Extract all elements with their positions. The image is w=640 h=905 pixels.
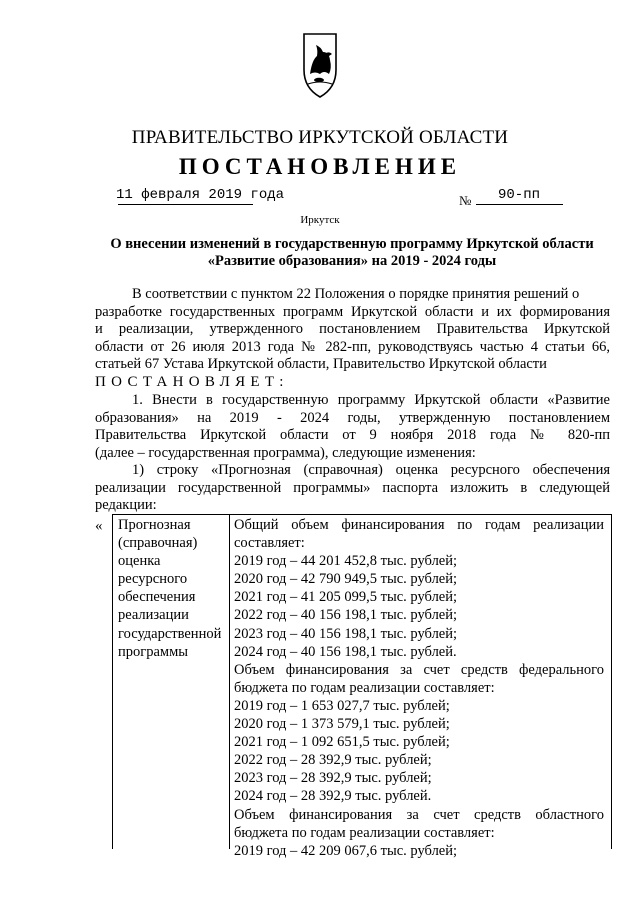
table-row-label-cell	[118, 516, 228, 661]
value-line: бюджета по годам реализации составляет:	[234, 679, 495, 696]
subitem-1-paragraph	[95, 462, 610, 515]
resolves-word: ПОСТАНОВЛЯЕТ:	[95, 374, 289, 390]
text-line: Правительства Иркутской области от 9 ноября 2018 года № 820-пп	[95, 427, 610, 443]
text-line: и реализации, утвержденного постановлением Правительства Иркутской	[95, 321, 610, 337]
value-line: 2020 год – 42 790 949,5 тыс. рублей;	[234, 571, 458, 588]
table-row-value-cell	[234, 516, 604, 860]
value-line: 2024 год – 28 392,9 тыс. рублей.	[234, 788, 432, 805]
value-line: бюджета по годам реализации составляет:	[234, 824, 495, 841]
opening-quote-mark: «	[95, 518, 103, 534]
document-heading	[96, 236, 608, 270]
text-line: 1. Внести в государственную программу Иркутской области «Развитие	[132, 392, 610, 408]
city-name: Иркутск	[300, 214, 340, 226]
item-1-paragraph	[95, 392, 610, 462]
document-number: 90-пп	[498, 187, 541, 203]
label-line: (справочная)	[118, 535, 198, 552]
label-line: государственной	[118, 625, 222, 642]
number-underline	[476, 204, 563, 205]
value-line: Объем финансирования за счет средств областного	[234, 806, 604, 823]
date-underline	[118, 204, 253, 205]
label-line: оценка	[118, 553, 161, 570]
label-line: Прогнозная	[118, 517, 191, 533]
value-line: 2022 год – 40 156 198,1 тыс. рублей;	[234, 607, 458, 624]
text-line: статьей 67 Устава Иркутской области, Правительство Иркутской области	[95, 356, 547, 372]
value-line: 2022 год – 28 392,9 тыс. рублей;	[234, 752, 432, 769]
value-line: 2020 год – 1 373 579,1 тыс. рублей;	[234, 716, 450, 733]
text-line: 1) строку «Прогнозная (справочная) оценка ресурсного обеспечения	[132, 462, 610, 478]
document-date: 11 февраля 2019 года	[116, 187, 285, 203]
value-line: составляет:	[234, 535, 305, 552]
preamble-paragraph	[95, 286, 610, 374]
value-line: 2023 год – 28 392,9 тыс. рублей;	[234, 770, 432, 787]
text-line: разработке государственных программ Иркутской области и их формирования	[95, 303, 610, 320]
value-line: Объем финансирования за счет средств федерального	[234, 661, 604, 678]
heading-line: «Развитие образования» на 2019 - 2024 годы	[207, 253, 497, 269]
irkutsk-coat-of-arms-icon	[302, 30, 338, 100]
value-line: Общий объем финансирования по годам реализации	[234, 517, 604, 533]
label-line: реализации	[118, 607, 189, 624]
value-line: 2023 год – 40 156 198,1 тыс. рублей;	[234, 625, 458, 642]
passport-table	[112, 514, 612, 859]
label-line: программы	[118, 643, 188, 660]
text-line: реализации государственной программы» паспорта изложить в следующей	[95, 479, 610, 496]
value-line: 2024 год – 40 156 198,1 тыс. рублей.	[234, 643, 457, 660]
text-line: (далее – государственная программа), следующие изменения:	[95, 444, 476, 461]
value-line: 2019 год – 42 209 067,6 тыс. рублей;	[234, 842, 458, 859]
value-line: 2021 год – 1 092 651,5 тыс. рублей;	[234, 734, 450, 751]
text-line: редакции:	[95, 497, 157, 513]
label-line: ресурсного	[118, 571, 188, 588]
number-sign: №	[459, 193, 472, 208]
text-line: образования» на 2019 - 2024 годы, утвержденную постановлением	[95, 409, 610, 426]
value-line: 2021 год – 41 205 099,5 тыс. рублей;	[234, 589, 458, 606]
heading-line: О внесении изменений в государственную программу Иркутской области	[110, 236, 594, 252]
label-line: обеспечения	[118, 589, 196, 606]
government-name: ПРАВИТЕЛЬСТВО ИРКУТСКОЙ ОБЛАСТИ	[131, 127, 509, 148]
text-line: области от 26 июля 2013 года № 282-пп, руководствуясь частью 4 статьи 66,	[95, 338, 610, 355]
value-line: 2019 год – 44 201 452,8 тыс. рублей;	[234, 553, 458, 570]
value-line: 2019 год – 1 653 027,7 тыс. рублей;	[234, 697, 450, 714]
document-type: ПОСТАНОВЛЕНИЕ	[178, 154, 462, 179]
text-line: В соответствии с пунктом 22 Положения о порядке принятия решений о	[132, 286, 580, 302]
column-divider	[229, 515, 230, 849]
